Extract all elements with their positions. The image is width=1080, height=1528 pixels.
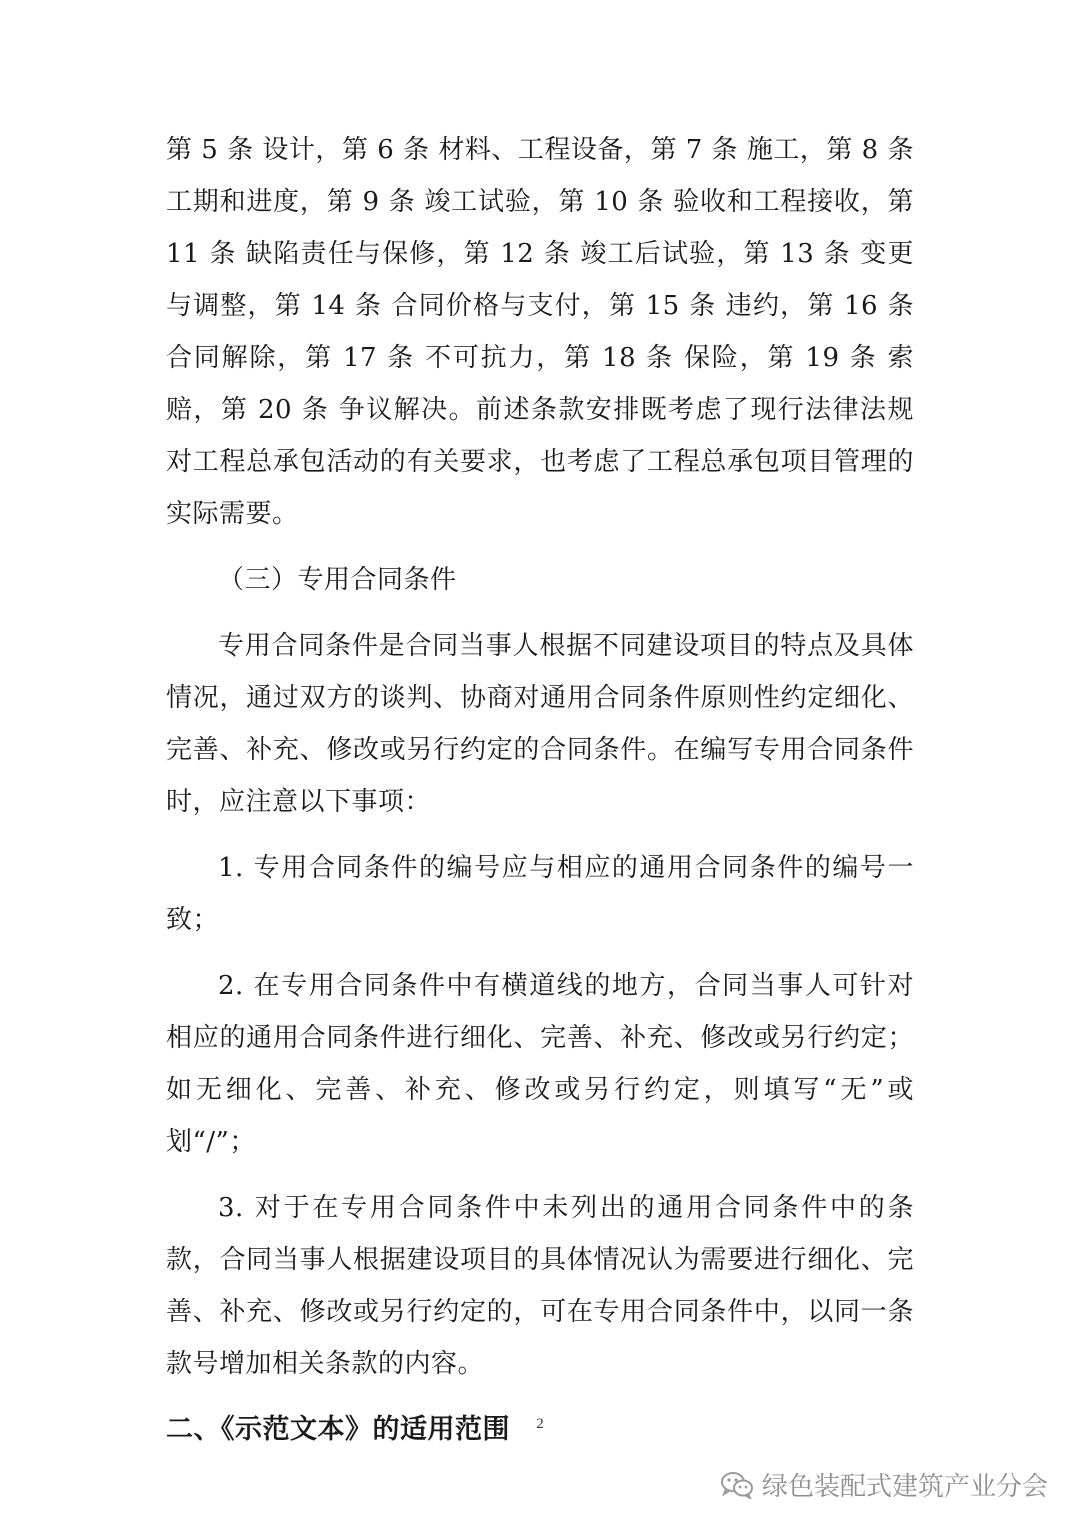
watermark [720,1466,1048,1503]
paragraph-special-conditions: 专用合同条件是合同当事人根据不同建设项目的特点及具体情况，通过双方的谈判、协商对通用合同条件原则性约定细化、完善、补充、修改或另行约定的合同条件。在编写专用合同条件时，应注意以下事项： [166,631,914,817]
paragraph-clauses-list: 第 5 条 设计，第 6 条 材料、工程设备，第 7 条 施工，第 8 条 工期和进度，第 9 条 竣工试验，第 10 条 验收和工程接收，第 11 条 缺陷责任与保修，第 12 条 竣工后试验，第 13 条 变更与调整，第 14 条 合同价格与支付，第 15 条 违约，第 16 条 合同解除，第 17 条 不可抗力，第 18 条 保险，第 19 条 索赔，第 20 条 争议解决。前述条款安排既考虑了现行法律法规对工程总承包活动的有关要求，也考虑了工程总承包项目管理的实际需要。 [166,135,914,529]
watermark-text: 绿色装配式建筑产业分会 [761,1472,1048,1502]
list-item-2: 2. 在专用合同条件中有横道线的地方，合同当事人可针对相应的通用合同条件进行细化、完善、补充、修改或另行约定；如无细化、完善、补充、修改或另行约定，则填写“无”或划“/”； [166,971,914,1157]
list-item-3: 3. 对于在专用合同条件中未列出的通用合同条件中的条款，合同当事人根据建设项目的具体情况认为需要进行细化、完善、补充、修改或另行约定的，可在专用合同条件中，以同一条款号增加相关条款的内容。 [166,1193,914,1379]
list-item-1: 1. 专用合同条件的编号应与相应的通用合同条件的编号一致； [166,853,914,935]
page-number: 2 [536,1416,544,1432]
section-heading: 二、《示范文本》的适用范围 [166,1414,510,1445]
wechat-icon [720,1471,754,1499]
document-body [166,124,914,1456]
subsection-heading: （三）专用合同条件 [218,565,457,595]
